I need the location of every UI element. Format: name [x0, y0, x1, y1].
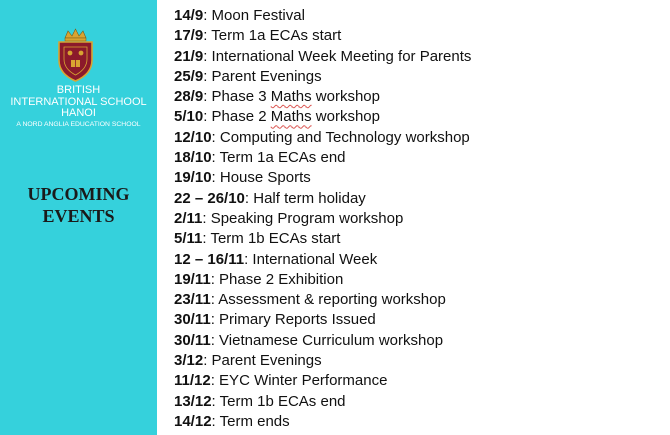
event-item — [174, 26, 471, 46]
spellcheck-word: Maths — [270, 88, 312, 106]
event-label: : Primary Reports Issued — [210, 311, 376, 329]
event-label: : International Week — [244, 250, 378, 268]
school-crest-icon — [53, 28, 98, 83]
event-date: 11/12 — [174, 372, 211, 390]
event-item — [174, 270, 471, 290]
event-date: 5/10 — [174, 108, 204, 126]
event-date: 14/9 — [174, 7, 204, 24]
event-date: 21/9 — [174, 47, 204, 65]
event-item — [174, 87, 471, 107]
event-item — [174, 229, 471, 249]
event-label: : Assessment & reporting workshop — [210, 291, 446, 309]
event-date: 25/9 — [174, 67, 204, 85]
school-name-line-1: BRITISH — [56, 84, 101, 96]
event-label: : Computing and Technology workshop — [211, 128, 470, 146]
heading-line-2: EVENTS — [42, 206, 115, 226]
event-item — [174, 128, 471, 148]
event-item — [174, 392, 471, 412]
event-label-start: : Phase 2 — [203, 108, 271, 126]
event-item — [174, 148, 471, 168]
school-name-line-3: HANOI — [61, 107, 96, 119]
event-date: 12/10 — [174, 128, 212, 146]
event-date: 19/11 — [174, 270, 211, 288]
event-item — [174, 351, 471, 371]
event-label-end: workshop — [311, 108, 380, 126]
event-label: : Moon Festival — [203, 7, 305, 24]
event-item — [174, 107, 471, 127]
event-date: 14/12 — [174, 412, 212, 430]
event-date: 30/11 — [174, 311, 211, 329]
event-label: : House Sports — [211, 169, 311, 187]
event-label: : EYC Winter Performance — [210, 372, 388, 390]
event-item — [174, 331, 471, 351]
event-item — [174, 290, 471, 310]
event-label-start: : Phase 3 — [203, 88, 271, 106]
event-item — [174, 371, 471, 391]
event-item — [174, 310, 471, 330]
event-label: : Parent Evenings — [203, 352, 322, 370]
event-date: 30/11 — [174, 331, 211, 349]
event-date: 13/12 — [174, 392, 212, 410]
event-date: 19/10 — [174, 169, 212, 187]
event-item — [174, 67, 471, 87]
school-name-line-2: INTERNATIONAL SCHOOL — [10, 96, 147, 108]
event-item — [174, 250, 471, 270]
event-date: 5/11 — [174, 230, 203, 248]
events-list — [174, 6, 471, 432]
event-label: : Term 1b ECAs end — [211, 392, 346, 410]
event-date: 28/9 — [174, 88, 204, 106]
event-date: 18/10 — [174, 149, 212, 167]
event-date: 12 – 16/11 — [174, 250, 245, 268]
event-date: 17/9 — [174, 27, 204, 45]
event-date: 22 – 26/10 — [174, 189, 245, 207]
event-label: : Parent Evenings — [203, 67, 322, 85]
event-label: : Phase 2 Exhibition — [210, 270, 344, 288]
event-label-end: workshop — [311, 88, 380, 106]
spellcheck-word: Maths — [270, 108, 312, 126]
sidebar — [0, 0, 157, 435]
event-item — [174, 209, 471, 229]
event-label: : Half term holiday — [244, 189, 366, 207]
event-item — [174, 168, 471, 188]
event-item — [174, 47, 471, 67]
school-tagline: A NORD ANGLIA EDUCATION SCHOOL — [16, 121, 141, 128]
event-item — [174, 189, 471, 209]
event-label: : International Week Meeting for Parents — [203, 47, 472, 65]
event-label: : Speaking Program workshop — [202, 209, 404, 227]
heading-line-1: UPCOMING — [27, 184, 130, 204]
event-item — [174, 6, 471, 26]
event-item — [174, 412, 471, 432]
event-date: 3/12 — [174, 352, 204, 370]
event-date: 23/11 — [174, 291, 211, 309]
event-label: : Term ends — [211, 412, 290, 430]
event-label: : Vietnamese Curriculum workshop — [210, 331, 444, 349]
event-label: : Term 1a ECAs end — [211, 149, 346, 167]
event-date: 2/11 — [174, 209, 203, 227]
event-label: : Term 1b ECAs start — [202, 230, 341, 248]
event-label: : Term 1a ECAs start — [203, 27, 342, 45]
